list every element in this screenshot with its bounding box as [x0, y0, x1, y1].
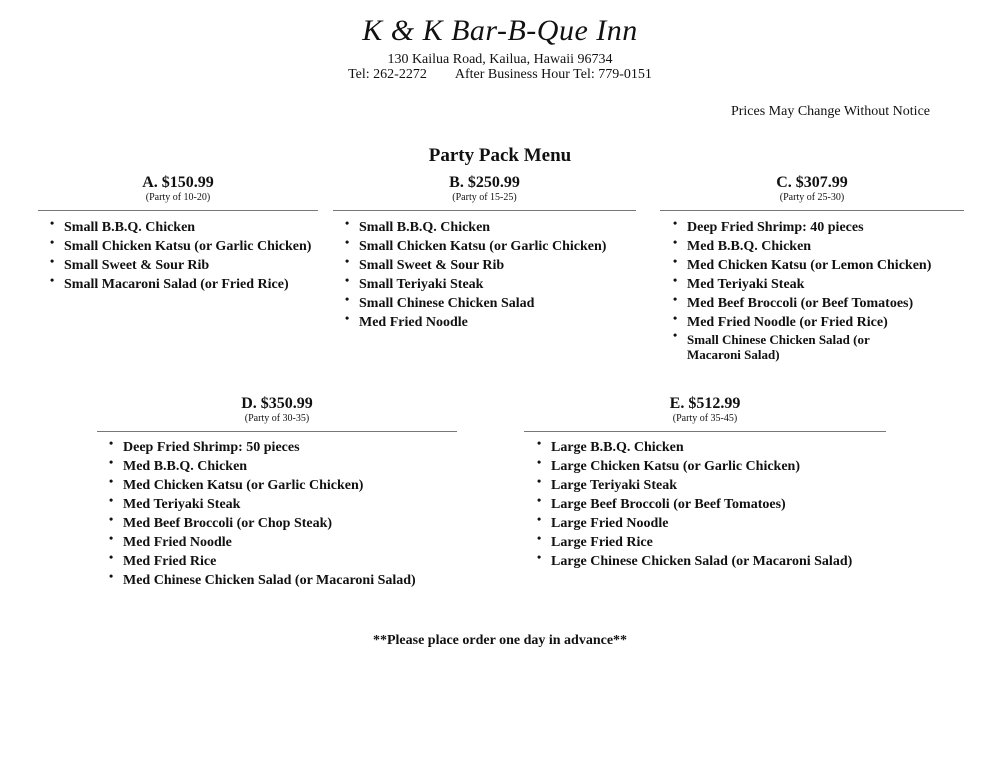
pack-a-items [50, 218, 315, 294]
list-item: • Med Fried Rice [109, 552, 469, 571]
list-item: • Small Chinese Chicken Salad [345, 294, 645, 313]
list-item: • Med Fried Noodle [109, 533, 469, 552]
list-item: • Small Chicken Katsu (or Garlic Chicken) [345, 237, 645, 256]
list-item: • Small Sweet & Sour Rib [50, 256, 315, 275]
divider [97, 431, 457, 432]
list-item: • Small Teriyaki Steak [345, 275, 645, 294]
pack-c [660, 174, 964, 204]
pack-a [38, 174, 318, 204]
list-item: • Large Fried Noodle [537, 514, 917, 533]
list-item: • Med B.B.Q. Chicken [673, 237, 973, 256]
divider [660, 210, 964, 211]
list-item: • Med Beef Broccoli (or Chop Steak) [109, 514, 469, 533]
list-item: • Small Chicken Katsu (or Garlic Chicken) [50, 237, 315, 256]
pack-header [38, 174, 318, 204]
pack-price: C. $307.99 [776, 174, 848, 191]
list-item: • Small B.B.Q. Chicken [345, 218, 645, 237]
pack-e [524, 395, 886, 425]
pack-b [333, 174, 636, 204]
divider [524, 431, 886, 432]
list-item: • Deep Fried Shrimp: 50 pieces [109, 438, 469, 457]
list-item: • Large B.B.Q. Chicken [537, 438, 917, 457]
list-item: • Med Chicken Katsu (or Lemon Chicken) [673, 256, 973, 275]
pack-price: A. $150.99 [142, 174, 214, 191]
party-size: (Party of 25-30) [779, 192, 845, 203]
restaurant-name: K & K Bar-B-Que Inn [362, 14, 638, 47]
list-item: • Med Fried Noodle (or Fried Rice) [673, 313, 973, 332]
list-item: • Med Beef Broccoli (or Beef Tomatoes) [673, 294, 973, 313]
party-size: (Party of 30-35) [244, 413, 310, 424]
list-item: • Large Teriyaki Steak [537, 476, 917, 495]
party-size: (Party of 35-45) [672, 413, 738, 424]
list-item: • Small Chinese Chicken Salad (or Macaroni Salad) [673, 332, 912, 362]
pack-header [660, 174, 964, 204]
list-item: • Large Fried Rice [537, 533, 917, 552]
menu-title: Party Pack Menu [428, 145, 572, 166]
pack-b-items [345, 218, 645, 332]
pack-header [97, 395, 457, 425]
price-notice: Prices May Change Without Notice [730, 104, 930, 119]
phone-line [0, 67, 1000, 83]
list-item: • Large Beef Broccoli (or Beef Tomatoes) [537, 495, 917, 514]
pack-price: D. $350.99 [241, 395, 313, 412]
list-item: • Med B.B.Q. Chicken [109, 457, 469, 476]
list-item: • Med Teriyaki Steak [109, 495, 469, 514]
list-item: • Small B.B.Q. Chicken [50, 218, 315, 237]
pack-header [333, 174, 636, 204]
pack-price: B. $250.99 [449, 174, 520, 191]
list-item: • Med Teriyaki Steak [673, 275, 973, 294]
restaurant-address: 130 Kailua Road, Kailua, Hawaii 96734 [387, 52, 613, 67]
pack-price: E. $512.99 [669, 395, 741, 412]
pack-d [97, 395, 457, 425]
list-item: • Large Chinese Chicken Salad (or Macaroni Salad) [537, 552, 917, 571]
party-size: (Party of 15-25) [452, 192, 517, 203]
party-size: (Party of 10-20) [145, 192, 211, 203]
list-item: • Small Sweet & Sour Rib [345, 256, 645, 275]
pack-d-items [109, 438, 469, 590]
phone-number: Tel: 262-2272 [348, 67, 427, 82]
order-advance-note: **Please place order one day in advance** [372, 633, 628, 648]
pack-header [524, 395, 886, 425]
after-hours-phone: After Business Hour Tel: 779-0151 [454, 67, 652, 82]
list-item: • Small Macaroni Salad (or Fried Rice) [50, 275, 315, 294]
list-item: • Deep Fried Shrimp: 40 pieces [673, 218, 973, 237]
pack-c-items [673, 218, 973, 362]
list-item: • Med Fried Noodle [345, 313, 645, 332]
list-item: • Med Chicken Katsu (or Garlic Chicken) [109, 476, 469, 495]
divider [333, 210, 636, 211]
list-item: • Med Chinese Chicken Salad (or Macaroni Salad) [109, 571, 469, 590]
divider [38, 210, 318, 211]
list-item: • Large Chicken Katsu (or Garlic Chicken) [537, 457, 917, 476]
pack-e-items [537, 438, 917, 571]
